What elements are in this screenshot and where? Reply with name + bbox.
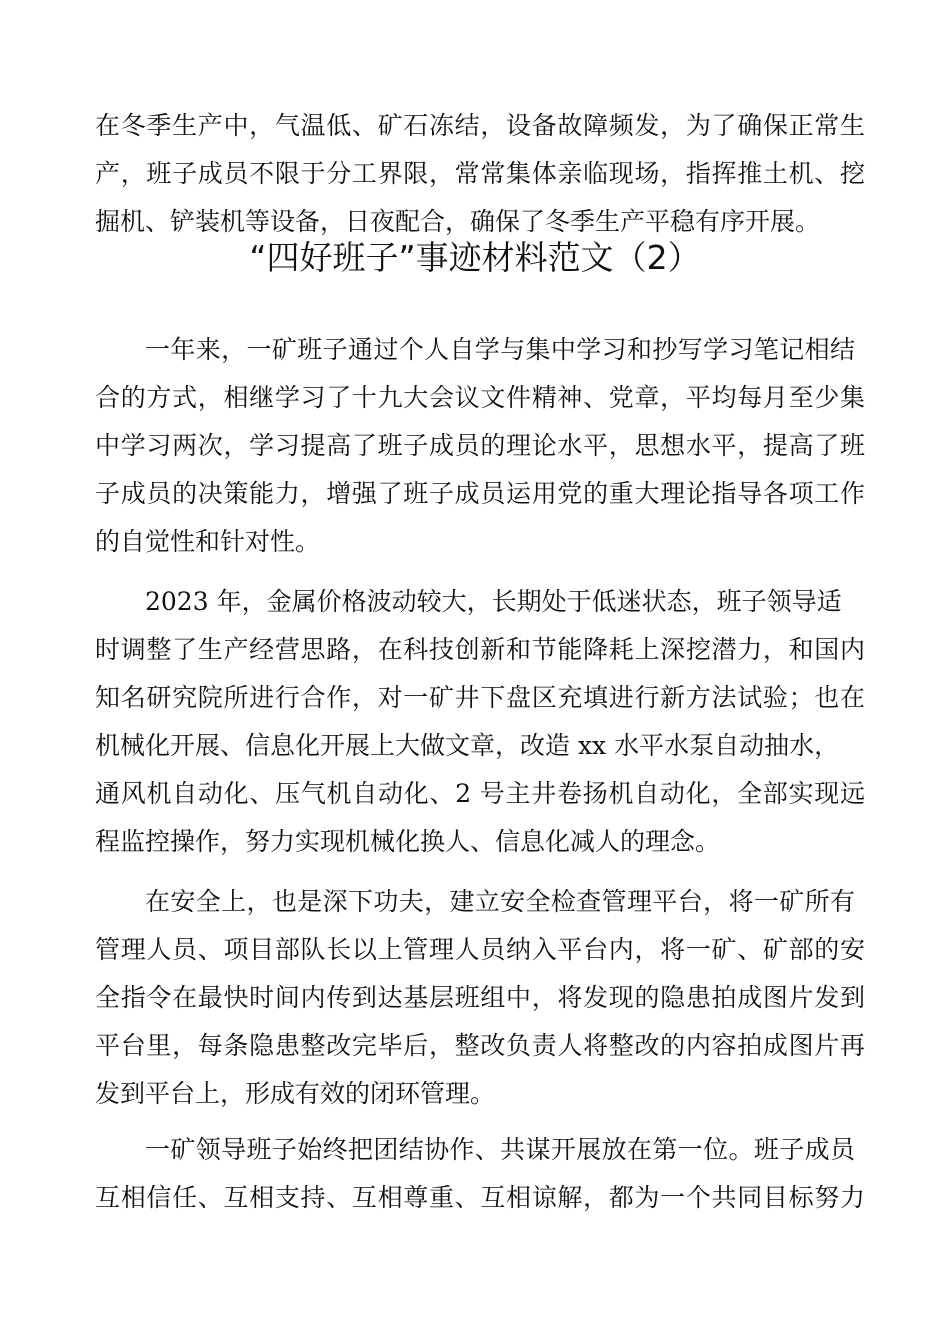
paragraph3-line-3: 全指令在最快时间内传到达基层班组中，将发现的隐患拍成图片发到 [95, 983, 865, 1012]
paragraph3-line-1: 在安全上，也是深下功夫，建立安全检查管理平台，将一矿所有 [145, 887, 855, 916]
section-title: “四好班子”事迹材料范文（2） [249, 238, 701, 277]
paragraph4-line-2: 互相信任、互相支持、互相尊重、互相谅解，都为一个共同目标努力 [95, 1183, 865, 1212]
paragraph2-line-4: 机械化开展、信息化开展上大做文章，改造 xx 水平水泵自动抽水， [95, 731, 840, 760]
paragraph2-line-5: 通风机自动化、压气机自动化、2 号主井卷扬机自动化，全部实现远 [95, 779, 865, 808]
paragraph3-line-4: 平台里，每条隐患整改完毕后，整改负责人将整改的内容拍成图片再 [95, 1031, 865, 1060]
paragraph2-line-3: 知名研究院所进行合作，对一矿井下盘区充填进行新方法试验；也在 [95, 683, 865, 712]
intro-line-3: 掘机、铲装机等设备，日夜配合，确保了冬季生产平稳有序开展。 [95, 207, 821, 236]
paragraph2-line-6: 程监控操作，努力实现机械化换人、信息化减人的理念。 [95, 827, 721, 856]
paragraph2-line-2: 时调整了生产经营思路，在科技创新和节能降耗上深挖潜力，和国内 [95, 635, 865, 664]
paragraph1-line-1: 一年来，一矿班子通过个人自学与集中学习和抄写学习笔记相结 [145, 335, 855, 364]
paragraph4-line-1: 一矿领导班子始终把团结协作、共谋开展放在第一位。班子成员 [145, 1135, 855, 1164]
intro-line-2: 产，班子成员不限于分工界限，常常集体亲临现场，指挥推土机、挖 [95, 159, 865, 188]
paragraph1-line-2: 合的方式，相继学习了十九大会议文件精神、党章，平均每月至少集 [95, 383, 865, 412]
paragraph3-line-2: 管理人员、项目部队长以上管理人员纳入平台内，将一矿、矿部的安 [95, 935, 865, 964]
paragraph3-line-5: 发到平台上，形成有效的闭环管理。 [95, 1079, 496, 1108]
paragraph1-line-4: 子成员的决策能力，增强了班子成员运用党的重大理论指导各项工作 [95, 479, 865, 508]
paragraph2-line-1: 2023 年，金属价格波动较大，长期处于低迷状态，班子领导适 [145, 587, 842, 616]
paragraph1-line-3: 中学习两次，学习提高了班子成员的理论水平，思想水平，提高了班 [95, 431, 865, 460]
intro-line-1: 在冬季生产中，气温低、矿石冻结，设备故障频发，为了确保正常生 [95, 111, 865, 140]
paragraph1-line-5: 的自觉性和针对性。 [95, 527, 321, 556]
